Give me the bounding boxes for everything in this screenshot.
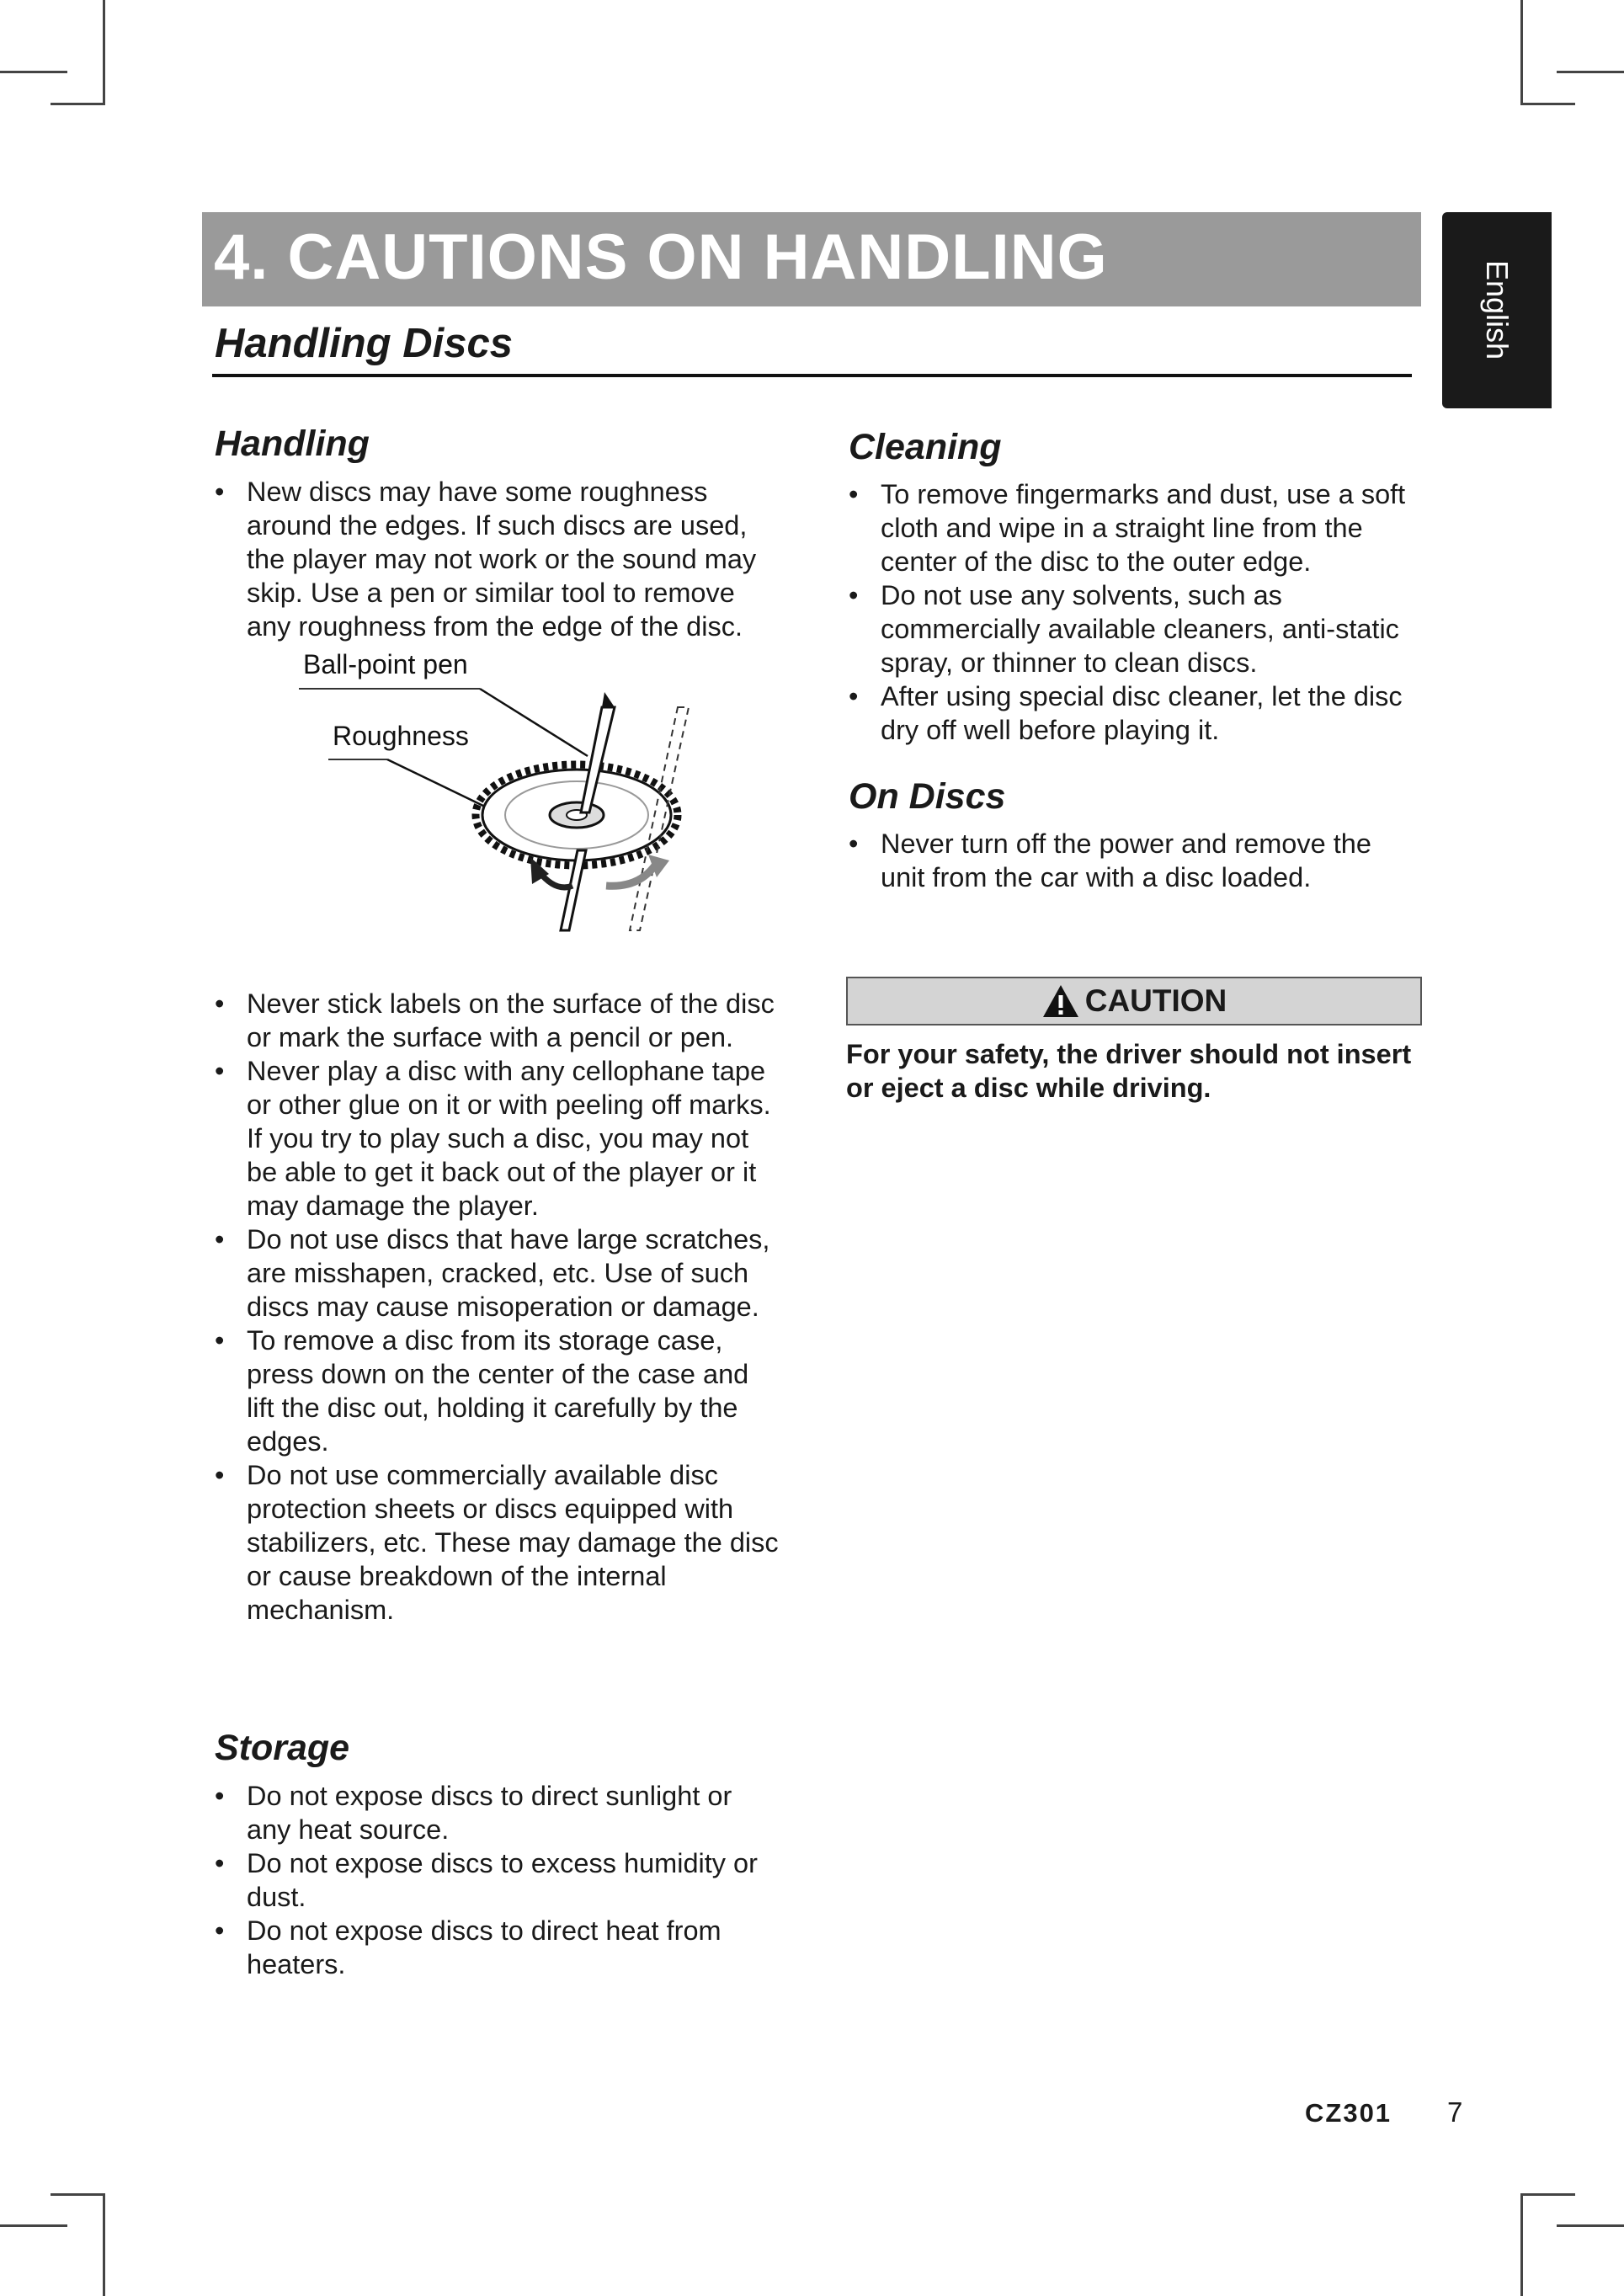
cleaning-heading: Cleaning (849, 427, 1002, 467)
language-tab (1442, 212, 1552, 408)
storage-list (215, 1779, 779, 1981)
crop-mark-top-left-h (0, 71, 67, 73)
disc-roughness-figure (286, 648, 707, 943)
pen-lower (561, 850, 586, 930)
list-item: • To remove a disc from its storage case, press down on the center of the case and lift the disc out, holding it carefully by the edges. (215, 1324, 779, 1458)
list-item: • Do not use discs that have large scratches, are misshapen, cracked, etc. Use of such discs may cause misoperation or damage. (215, 1223, 779, 1324)
figure-label-pen: Ball-point pen (303, 649, 468, 679)
crop-mark-top-left-b (51, 103, 105, 105)
crop-mark-top-left (103, 0, 105, 103)
list-item: • New discs may have some roughness around the edges. If such discs are used, the player may not work or the sound may skip. Use a pen or similar tool to remove any roughness from the edge of the disc. (215, 475, 779, 643)
list-item: • Do not expose discs to direct heat from heaters. (215, 1914, 779, 1981)
cleaning-list (849, 477, 1408, 747)
storage-heading: Storage (215, 1728, 350, 1768)
crop-mark-bottom-right-b (1520, 2193, 1575, 2196)
section-divider (212, 374, 1412, 377)
page-number: 7 (1447, 2096, 1463, 2128)
caution-label: CAUTION (1084, 983, 1227, 1018)
list-item: • Do not expose discs to direct sunlight or any heat source. (215, 1779, 779, 1846)
section-title: Handling Discs (215, 321, 513, 366)
handling-heading: Handling (215, 424, 370, 464)
crop-mark-top-right-b (1520, 103, 1575, 105)
chapter-title: 4. CAUTIONS ON HANDLING (214, 221, 1108, 293)
list-item: • Never play a disc with any cellophane tape or other glue on it or with peeling off marks. If you try to play such a disc, you may not be able to get it back out of the player or it may damage the player. (215, 1054, 779, 1223)
list-item: • After using special disc cleaner, let the disc dry off well before playing it. (849, 679, 1408, 747)
warning-triangle-icon (1041, 983, 1080, 1019)
crop-mark-bottom-left-b (51, 2193, 105, 2196)
list-item: • Never turn off the power and remove the unit from the car with a disc loaded. (849, 827, 1408, 894)
list-item: • Do not use any solvents, such as commercially available cleaners, anti-static spray, or thinner to clean discs. (849, 578, 1408, 679)
chapter-header (202, 212, 1421, 306)
caution-text: For your safety, the driver should not insert or eject a disc while driving. (846, 1039, 1412, 1103)
crop-mark-top-right (1520, 0, 1523, 103)
crop-mark-bottom-left (103, 2193, 105, 2296)
handling-list (215, 987, 779, 1627)
list-item: • Never stick labels on the surface of the disc or mark the surface with a pencil or pen. (215, 987, 779, 1054)
figure-label-roughness: Roughness (333, 721, 469, 751)
pen-tip (602, 692, 615, 707)
crop-mark-bottom-right (1520, 2193, 1523, 2296)
list-item: • Do not expose discs to excess humidity or dust. (215, 1846, 779, 1914)
on-discs-heading: On Discs (849, 776, 1006, 817)
list-item: • Do not use commercially available disc protection sheets or discs equipped with stabilizers, etc. These may damage the disc or cause breakdown of the internal mechanism. (215, 1458, 779, 1627)
language-tab-label: English (1480, 259, 1515, 360)
pen-pointer-line (480, 689, 588, 756)
roughness-pointer-line (387, 759, 485, 807)
crop-mark-top-right-h (1557, 71, 1624, 73)
list-item: • To remove fingermarks and dust, use a soft cloth and wipe in a straight line from the center of the disc to the outer edge. (849, 477, 1408, 578)
crop-mark-bottom-right-h (1557, 2224, 1624, 2227)
handling-intro-list (215, 475, 779, 643)
caution-banner (846, 977, 1422, 1025)
on-discs-list (849, 827, 1408, 894)
crop-mark-bottom-left-h (0, 2224, 67, 2227)
model-number: CZ301 (1305, 2098, 1392, 2128)
rotate-arrow-right (606, 863, 657, 886)
